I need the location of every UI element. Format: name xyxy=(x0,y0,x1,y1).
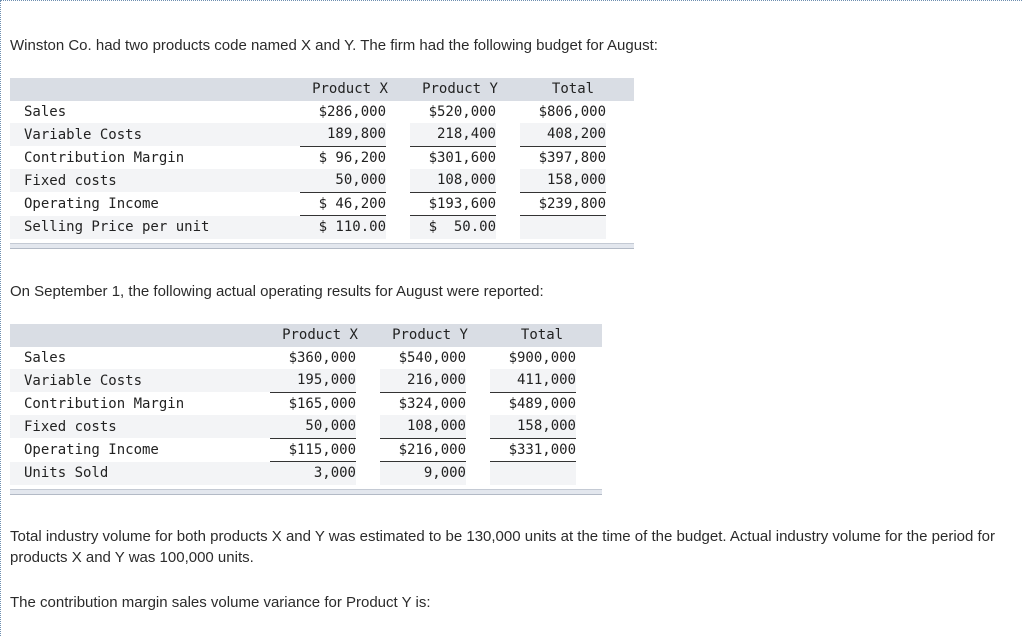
table-row xyxy=(10,146,634,169)
table-row xyxy=(10,415,602,438)
row-label: Contribution Margin xyxy=(10,392,270,415)
cell-product-y: 9,000 xyxy=(380,462,466,485)
cell-total: $806,000 xyxy=(520,101,606,124)
cell-product-y: $216,000 xyxy=(380,438,466,462)
cell-product-x: $ 96,200 xyxy=(300,146,386,169)
row-label: Fixed costs xyxy=(10,415,270,438)
cell-product-x: 189,800 xyxy=(300,123,386,146)
cell-total: 411,000 xyxy=(490,369,576,392)
table-row xyxy=(10,392,602,415)
row-label: Units Sold xyxy=(10,462,270,485)
col-header-product-y: Product Y xyxy=(410,78,520,101)
table-row xyxy=(10,123,634,146)
cell-product-x: $165,000 xyxy=(270,392,356,415)
cell-product-x: $115,000 xyxy=(270,438,356,462)
table-row xyxy=(10,438,602,462)
intro-text: Winston Co. had two products code named X and Y. The firm had the following budget for August: xyxy=(10,37,658,54)
industry-volume-text: Total industry volume for both products X and Y was estimated to be 130,000 units at the time of the budget. Actual industry volume for the period for products X and Y was 100,000 units. xyxy=(10,528,996,566)
actual-table xyxy=(10,324,602,485)
table-row xyxy=(10,347,602,370)
cell-product-y: 108,000 xyxy=(380,415,466,438)
row-label: Sales xyxy=(10,347,270,370)
cell-product-y: $193,600 xyxy=(410,192,496,216)
cell-product-y: 218,400 xyxy=(410,123,496,146)
cell-total: $239,800 xyxy=(520,192,606,216)
row-label: Variable Costs xyxy=(10,369,270,392)
row-label: Contribution Margin xyxy=(10,146,300,169)
row-label: Operating Income xyxy=(10,438,270,462)
cell-product-x: $286,000 xyxy=(300,101,386,124)
cell-product-x: $360,000 xyxy=(270,347,356,370)
cell-product-y: $301,600 xyxy=(410,146,496,169)
cell-product-y: $324,000 xyxy=(380,392,466,415)
cell-total xyxy=(490,462,576,485)
row-label: Fixed costs xyxy=(10,169,300,192)
table-row xyxy=(10,101,634,124)
table-row xyxy=(10,192,634,216)
cell-product-y: $540,000 xyxy=(380,347,466,370)
cell-total: $397,800 xyxy=(520,146,606,169)
table-header-row xyxy=(10,324,602,347)
cell-product-y: 216,000 xyxy=(380,369,466,392)
cell-total: $489,000 xyxy=(490,392,576,415)
cell-product-x: 3,000 xyxy=(270,462,356,485)
cell-product-x: 50,000 xyxy=(270,415,356,438)
col-header-total: Total xyxy=(490,324,602,347)
cell-total: 158,000 xyxy=(490,415,576,438)
row-label: Variable Costs xyxy=(10,123,300,146)
cell-total: $331,000 xyxy=(490,438,576,462)
table-row xyxy=(10,369,602,392)
cell-product-x: $ 110.00 xyxy=(300,216,386,239)
col-header-product-x: Product X xyxy=(300,78,410,101)
cell-total: $900,000 xyxy=(490,347,576,370)
question-text: The contribution margin sales volume variance for Product Y is: xyxy=(10,594,431,611)
table-bottom-bar xyxy=(10,243,634,249)
table-row xyxy=(10,169,634,192)
actual-intro-text: On September 1, the following actual operating results for August were reported: xyxy=(10,283,544,300)
budget-table xyxy=(10,78,634,239)
col-header-product-x: Product X xyxy=(270,324,380,347)
cell-product-x: 195,000 xyxy=(270,369,356,392)
table-header-row xyxy=(10,78,634,101)
col-header-product-y: Product Y xyxy=(380,324,490,347)
table-bottom-bar xyxy=(10,489,602,495)
cell-total: 158,000 xyxy=(520,169,606,192)
cell-product-y: $520,000 xyxy=(410,101,496,124)
cell-product-x: 50,000 xyxy=(300,169,386,192)
cell-total xyxy=(520,216,606,239)
cell-product-y: $ 50.00 xyxy=(410,216,496,239)
cell-product-x: $ 46,200 xyxy=(300,192,386,216)
row-label: Sales xyxy=(10,101,300,124)
col-header-total: Total xyxy=(520,78,634,101)
cell-product-y: 108,000 xyxy=(410,169,496,192)
cell-total: 408,200 xyxy=(520,123,606,146)
table-row xyxy=(10,216,634,239)
table-row xyxy=(10,462,602,485)
row-label: Operating Income xyxy=(10,192,300,216)
row-label: Selling Price per unit xyxy=(10,216,300,239)
